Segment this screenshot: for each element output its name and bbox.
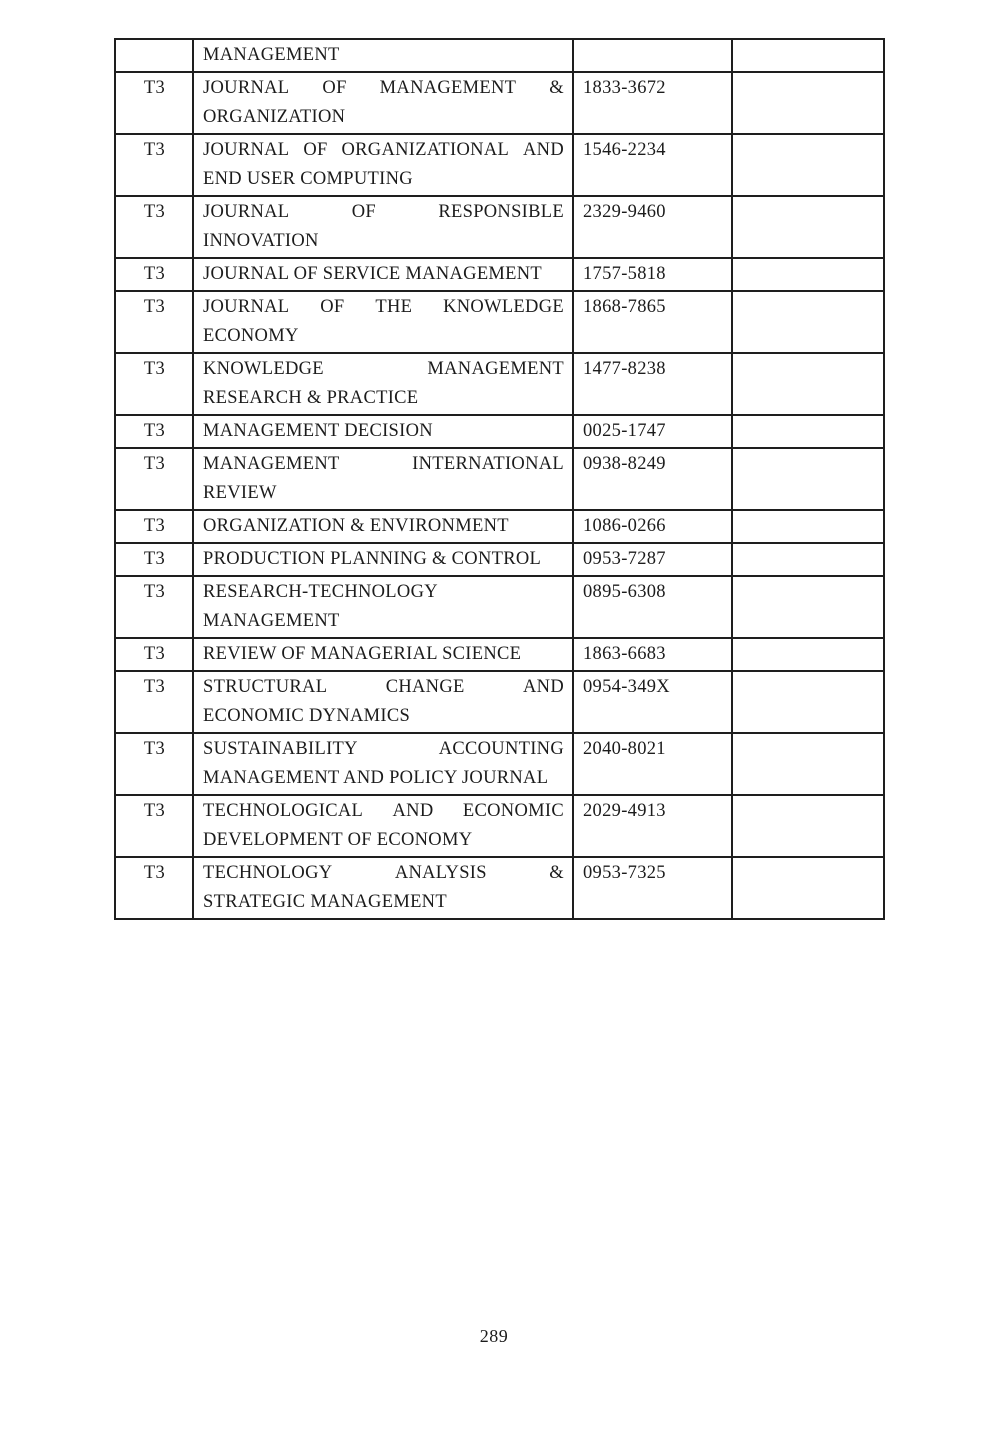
tier-cell: T3 — [115, 576, 193, 638]
journal-name-cell — [193, 415, 573, 448]
notes-cell — [732, 291, 884, 353]
issn-cell: 0953-7287 — [573, 543, 732, 576]
notes-cell — [732, 733, 884, 795]
journal-name-line: INNOVATION — [203, 231, 319, 251]
tier-cell: T3 — [115, 353, 193, 415]
journal-name-word: MANAGEMENT — [379, 78, 517, 98]
issn-cell — [573, 39, 732, 72]
notes-cell — [732, 857, 884, 919]
journal-name-word: AND — [392, 801, 434, 821]
tier-cell: T3 — [115, 415, 193, 448]
tier-cell: T3 — [115, 671, 193, 733]
journal-name-word: OF — [303, 140, 328, 160]
tier-cell: T3 — [115, 72, 193, 134]
journal-name-cell — [193, 353, 573, 415]
issn-cell: 1546-2234 — [573, 134, 732, 196]
table-row — [115, 638, 884, 671]
journal-name-cell — [193, 733, 573, 795]
notes-cell — [732, 576, 884, 638]
journal-name-word: & — [549, 863, 564, 883]
journal-name-line: MANAGEMENT AND POLICY JOURNAL — [203, 768, 549, 788]
tier-cell: T3 — [115, 448, 193, 510]
journal-name-line: ECONOMY — [203, 326, 299, 346]
journal-name-cell — [193, 72, 573, 134]
journal-name-cell — [193, 671, 573, 733]
journal-name-line — [203, 136, 564, 165]
journal-name-cell — [193, 134, 573, 196]
journal-name-line: END USER COMPUTING — [203, 169, 413, 189]
journal-name-word: AND — [523, 677, 564, 697]
journal-name-line: REVIEW OF MANAGERIAL SCIENCE — [203, 644, 522, 664]
page-number: 289 — [479, 1326, 509, 1346]
notes-cell — [732, 39, 884, 72]
journal-name-word: ORGANIZATIONAL — [341, 140, 510, 160]
table-row — [115, 857, 884, 919]
notes-cell — [732, 196, 884, 258]
journal-name-line — [203, 198, 564, 227]
journal-name-cell — [193, 638, 573, 671]
journal-name-word: MANAGEMENT — [427, 359, 564, 379]
tier-cell: T3 — [115, 857, 193, 919]
journal-name-word: AND — [523, 140, 564, 160]
journal-name-line — [203, 859, 564, 888]
journal-name-word: SUSTAINABILITY — [203, 739, 358, 759]
journal-name-line: ORGANIZATION & ENVIRONMENT — [203, 516, 509, 536]
issn-cell: 2029-4913 — [573, 795, 732, 857]
tier-cell: T3 — [115, 134, 193, 196]
journal-name-word: TECHNOLOGICAL — [203, 801, 364, 821]
journal-name-word: MANAGEMENT — [203, 454, 340, 474]
table-row — [115, 510, 884, 543]
table-row — [115, 576, 884, 638]
journal-name-word: CHANGE — [385, 677, 465, 697]
table-row — [115, 733, 884, 795]
journal-name-line: MANAGEMENT — [203, 611, 340, 631]
tier-cell: T3 — [115, 638, 193, 671]
issn-cell: 0954-349X — [573, 671, 732, 733]
journal-name-word: OF — [322, 78, 347, 98]
notes-cell — [732, 353, 884, 415]
issn-cell: 0025-1747 — [573, 415, 732, 448]
journal-name-cell — [193, 448, 573, 510]
issn-cell: 2329-9460 — [573, 196, 732, 258]
tier-cell: T3 — [115, 196, 193, 258]
journal-name-cell — [193, 258, 573, 291]
notes-cell — [732, 134, 884, 196]
table-row — [115, 72, 884, 134]
issn-cell: 2040-8021 — [573, 733, 732, 795]
tier-cell: T3 — [115, 258, 193, 291]
journal-name-line: PRODUCTION PLANNING & CONTROL — [203, 549, 542, 569]
issn-cell: 0938-8249 — [573, 448, 732, 510]
notes-cell — [732, 671, 884, 733]
notes-cell — [732, 543, 884, 576]
table-row — [115, 353, 884, 415]
issn-cell: 1086-0266 — [573, 510, 732, 543]
journal-name-word: JOURNAL — [203, 140, 290, 160]
journal-name-word: JOURNAL — [203, 78, 290, 98]
journal-name-word: JOURNAL — [203, 297, 290, 317]
journal-name-line: STRATEGIC MANAGEMENT — [203, 892, 447, 912]
journal-name-cell — [193, 543, 573, 576]
journal-name-cell — [193, 196, 573, 258]
journal-name-line — [203, 797, 564, 826]
journal-name-cell — [193, 795, 573, 857]
journal-name-line — [203, 293, 564, 322]
table-row — [115, 134, 884, 196]
issn-cell: 0953-7325 — [573, 857, 732, 919]
journal-name-word: TECHNOLOGY — [203, 863, 333, 883]
notes-cell — [732, 258, 884, 291]
journal-table — [114, 38, 885, 920]
journal-name-word: ECONOMIC — [462, 801, 564, 821]
journal-name-line — [203, 673, 564, 702]
notes-cell — [732, 795, 884, 857]
journal-name-word: OF — [320, 297, 345, 317]
journal-name-word: & — [549, 78, 564, 98]
journal-name-line: RESEARCH & PRACTICE — [203, 388, 419, 408]
issn-cell: 1868-7865 — [573, 291, 732, 353]
journal-name-line — [203, 735, 564, 764]
notes-cell — [732, 448, 884, 510]
table-row — [115, 795, 884, 857]
journal-name-word: RESEARCH-TECHNOLOGY — [203, 582, 438, 602]
table-row — [115, 291, 884, 353]
journal-name-line: DEVELOPMENT OF ECONOMY — [203, 830, 473, 850]
notes-cell — [732, 72, 884, 134]
journal-name-cell — [193, 576, 573, 638]
tier-cell: T3 — [115, 795, 193, 857]
journal-name-line — [203, 578, 564, 607]
issn-cell: 0895-6308 — [573, 576, 732, 638]
journal-name-word: THE — [375, 297, 413, 317]
issn-cell: 1477-8238 — [573, 353, 732, 415]
journal-name-line: MANAGEMENT — [203, 45, 340, 65]
table-row — [115, 415, 884, 448]
issn-cell: 1863-6683 — [573, 638, 732, 671]
journal-name-word: STRUCTURAL — [203, 677, 328, 697]
tier-cell: T3 — [115, 291, 193, 353]
journal-name-line: ECONOMIC DYNAMICS — [203, 706, 411, 726]
journal-name-cell — [193, 39, 573, 72]
journal-name-line — [203, 74, 564, 103]
tier-cell: T3 — [115, 510, 193, 543]
journal-name-word: KNOWLEDGE — [443, 297, 564, 317]
journal-name-cell — [193, 291, 573, 353]
journal-name-line: ORGANIZATION — [203, 107, 346, 127]
journal-name-cell — [193, 510, 573, 543]
journal-name-word: KNOWLEDGE — [203, 359, 324, 379]
table-row — [115, 196, 884, 258]
journal-name-word: INTERNATIONAL — [412, 454, 564, 474]
table-row — [115, 258, 884, 291]
tier-cell — [115, 39, 193, 72]
journal-name-line — [203, 355, 564, 384]
journal-name-word: JOURNAL — [203, 202, 290, 222]
table-row — [115, 543, 884, 576]
tier-cell: T3 — [115, 543, 193, 576]
notes-cell — [732, 415, 884, 448]
issn-cell: 1757-5818 — [573, 258, 732, 291]
journal-name-cell — [193, 857, 573, 919]
journal-name-line: REVIEW — [203, 483, 277, 503]
journal-name-word: ANALYSIS — [394, 863, 487, 883]
table-row — [115, 671, 884, 733]
issn-cell: 1833-3672 — [573, 72, 732, 134]
notes-cell — [732, 510, 884, 543]
journal-name-word: RESPONSIBLE — [438, 202, 564, 222]
table-row — [115, 39, 884, 72]
journal-name-word: OF — [351, 202, 376, 222]
table-row — [115, 448, 884, 510]
notes-cell — [732, 638, 884, 671]
journal-name-line — [203, 450, 564, 479]
journal-name-line: JOURNAL OF SERVICE MANAGEMENT — [203, 264, 543, 284]
tier-cell: T3 — [115, 733, 193, 795]
journal-name-word: ACCOUNTING — [438, 739, 564, 759]
journal-name-line: MANAGEMENT DECISION — [203, 421, 433, 441]
